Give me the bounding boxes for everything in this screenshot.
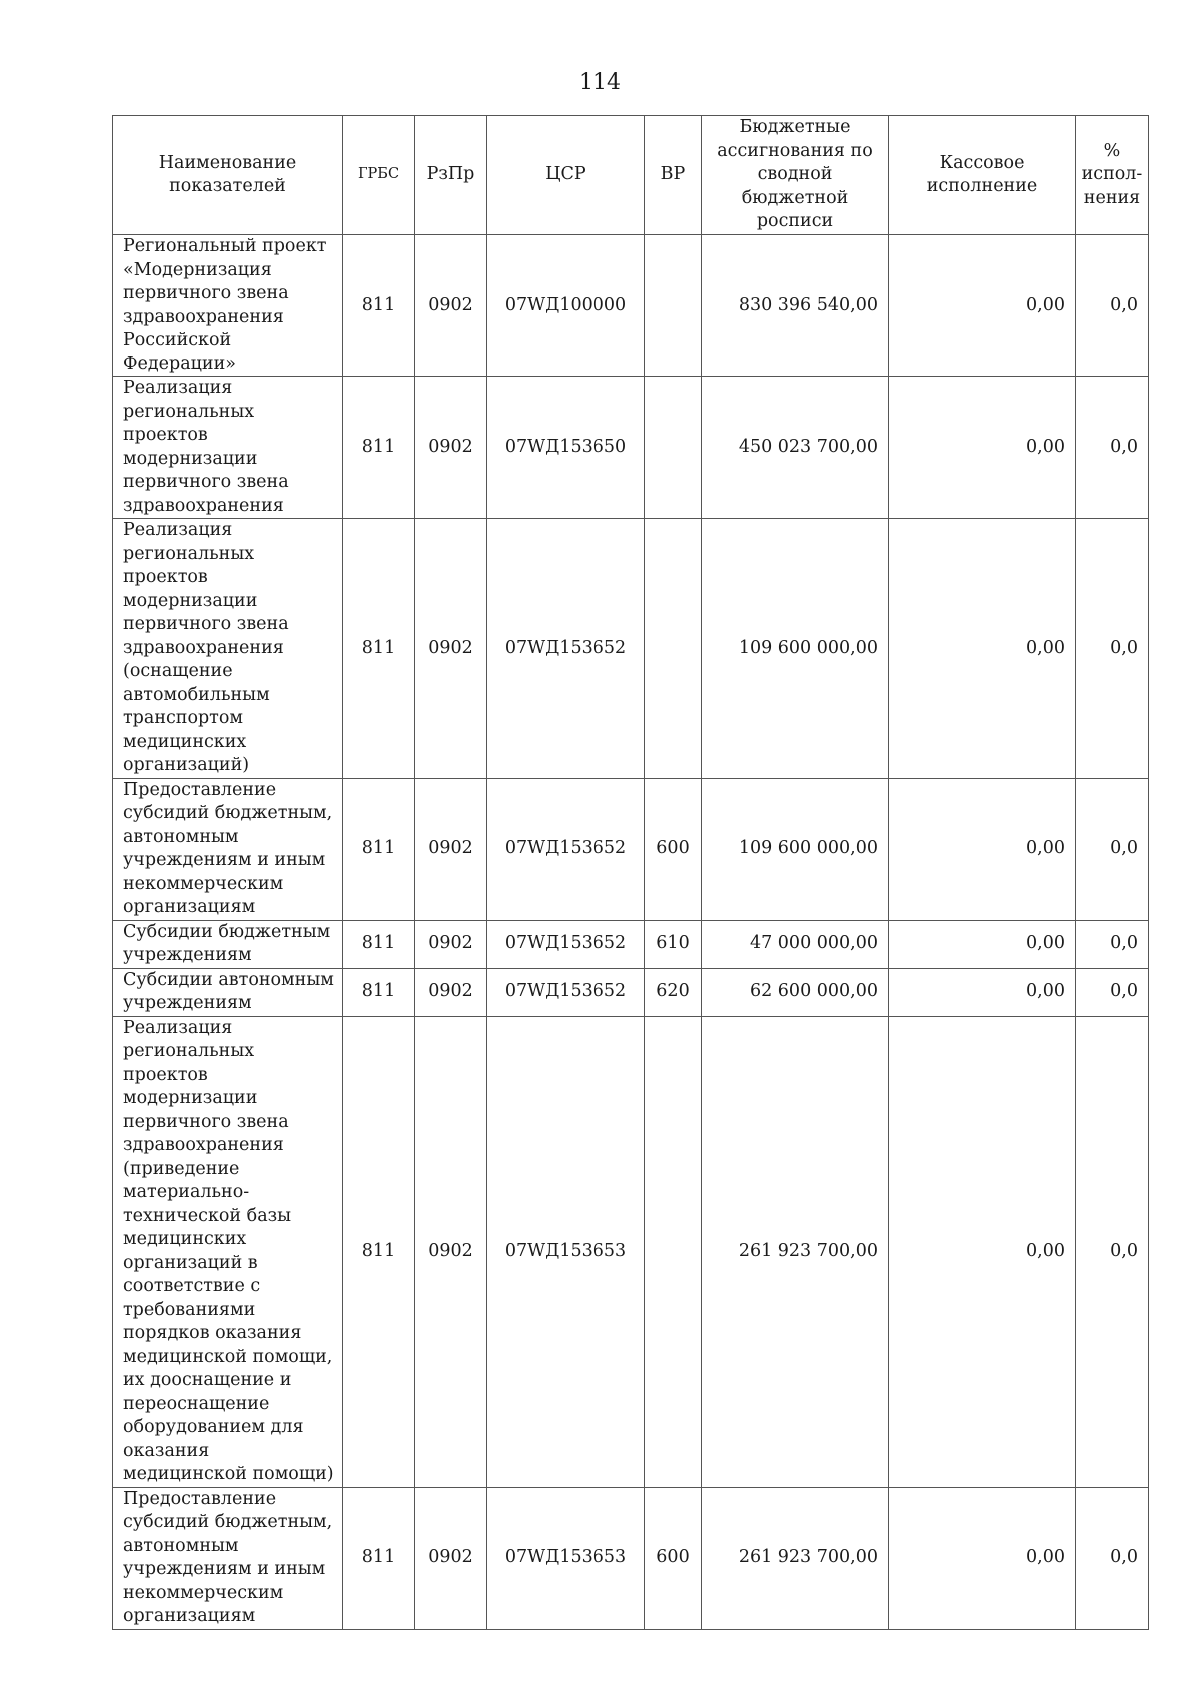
row-rzpr: 0902	[415, 1487, 487, 1629]
row-execution: 0,00	[889, 1016, 1076, 1487]
row-percent: 0,0	[1076, 1016, 1149, 1487]
row-name: Реализация региональных проектов модернизации первичного звена здравоохранения (оснащение автомобильным транспортом медицинских организаций)	[113, 519, 343, 779]
row-rzpr: 0902	[415, 920, 487, 968]
table-row	[113, 920, 1149, 968]
row-vr: 600	[645, 1487, 702, 1629]
table-row	[113, 1016, 1149, 1487]
row-execution: 0,00	[889, 920, 1076, 968]
row-name: Реализация региональных проектов модернизации первичного звена здравоохранения (приведение материально-технической базы медицинских организаций в соответствие с требованиями порядков оказания медицинской помощи, их дооснащение и переоснащение оборудованием для оказания медицинской помощи)	[113, 1016, 343, 1487]
row-execution: 0,00	[889, 968, 1076, 1016]
row-percent: 0,0	[1076, 968, 1149, 1016]
row-rzpr: 0902	[415, 778, 487, 920]
header-rzpr: РзПр	[415, 116, 487, 235]
row-execution: 0,00	[889, 519, 1076, 779]
row-grbs: 811	[343, 377, 415, 519]
row-csr: 07WД153653	[487, 1016, 645, 1487]
header-grbs: ГРБС	[343, 116, 415, 235]
row-name: Субсидии бюджетным учреждениям	[113, 920, 343, 968]
row-percent: 0,0	[1076, 920, 1149, 968]
header-csr: ЦСР	[487, 116, 645, 235]
table-row	[113, 778, 1149, 920]
row-grbs: 811	[343, 920, 415, 968]
row-vr	[645, 377, 702, 519]
row-percent: 0,0	[1076, 235, 1149, 377]
row-grbs: 811	[343, 778, 415, 920]
row-name: Региональный проект «Модернизация первичного звена здравоохранения Российской Федерации»	[113, 235, 343, 377]
row-assignments: 450 023 700,00	[702, 377, 889, 519]
row-vr	[645, 1016, 702, 1487]
row-csr: 07WД153652	[487, 920, 645, 968]
row-grbs: 811	[343, 968, 415, 1016]
row-assignments: 109 600 000,00	[702, 519, 889, 779]
row-grbs: 811	[343, 1016, 415, 1487]
row-grbs: 811	[343, 1487, 415, 1629]
row-assignments: 109 600 000,00	[702, 778, 889, 920]
row-grbs: 811	[343, 519, 415, 779]
row-percent: 0,0	[1076, 1487, 1149, 1629]
row-csr: 07WД153650	[487, 377, 645, 519]
budget-table	[112, 115, 1149, 1630]
row-execution: 0,00	[889, 1487, 1076, 1629]
row-assignments: 261 923 700,00	[702, 1487, 889, 1629]
row-rzpr: 0902	[415, 235, 487, 377]
table-row	[113, 377, 1149, 519]
header-execution: Кассовое исполнение	[889, 116, 1076, 235]
row-execution: 0,00	[889, 778, 1076, 920]
row-name: Реализация региональных проектов модернизации первичного звена здравоохранения	[113, 377, 343, 519]
row-execution: 0,00	[889, 235, 1076, 377]
row-name: Предоставление субсидий бюджетным, автономным учреждениям и иным некоммерческим организациям	[113, 778, 343, 920]
header-vr: ВР	[645, 116, 702, 235]
row-csr: 07WД100000	[487, 235, 645, 377]
row-percent: 0,0	[1076, 778, 1149, 920]
row-assignments: 261 923 700,00	[702, 1016, 889, 1487]
row-assignments: 47 000 000,00	[702, 920, 889, 968]
row-percent: 0,0	[1076, 377, 1149, 519]
header-row	[113, 116, 1149, 235]
header-percent: % испол-нения	[1076, 116, 1149, 235]
table-row	[113, 519, 1149, 779]
row-vr: 600	[645, 778, 702, 920]
row-rzpr: 0902	[415, 377, 487, 519]
table-row	[113, 968, 1149, 1016]
row-assignments: 830 396 540,00	[702, 235, 889, 377]
row-grbs: 811	[343, 235, 415, 377]
row-csr: 07WД153652	[487, 968, 645, 1016]
row-rzpr: 0902	[415, 1016, 487, 1487]
page-number: 114	[579, 70, 621, 95]
row-csr: 07WД153652	[487, 519, 645, 779]
row-vr	[645, 235, 702, 377]
row-csr: 07WД153653	[487, 1487, 645, 1629]
table-row	[113, 1487, 1149, 1629]
row-rzpr: 0902	[415, 968, 487, 1016]
row-vr: 610	[645, 920, 702, 968]
row-vr	[645, 519, 702, 779]
row-execution: 0,00	[889, 377, 1076, 519]
row-assignments: 62 600 000,00	[702, 968, 889, 1016]
row-name: Предоставление субсидий бюджетным, автономным учреждениям и иным некоммерческим организациям	[113, 1487, 343, 1629]
row-vr: 620	[645, 968, 702, 1016]
row-csr: 07WД153652	[487, 778, 645, 920]
row-percent: 0,0	[1076, 519, 1149, 779]
header-assignments: Бюджетные ассигнования по сводной бюджетной росписи	[702, 116, 889, 235]
table-row	[113, 235, 1149, 377]
header-name: Наименование показателей	[113, 116, 343, 235]
row-name: Субсидии автономным учреждениям	[113, 968, 343, 1016]
row-rzpr: 0902	[415, 519, 487, 779]
